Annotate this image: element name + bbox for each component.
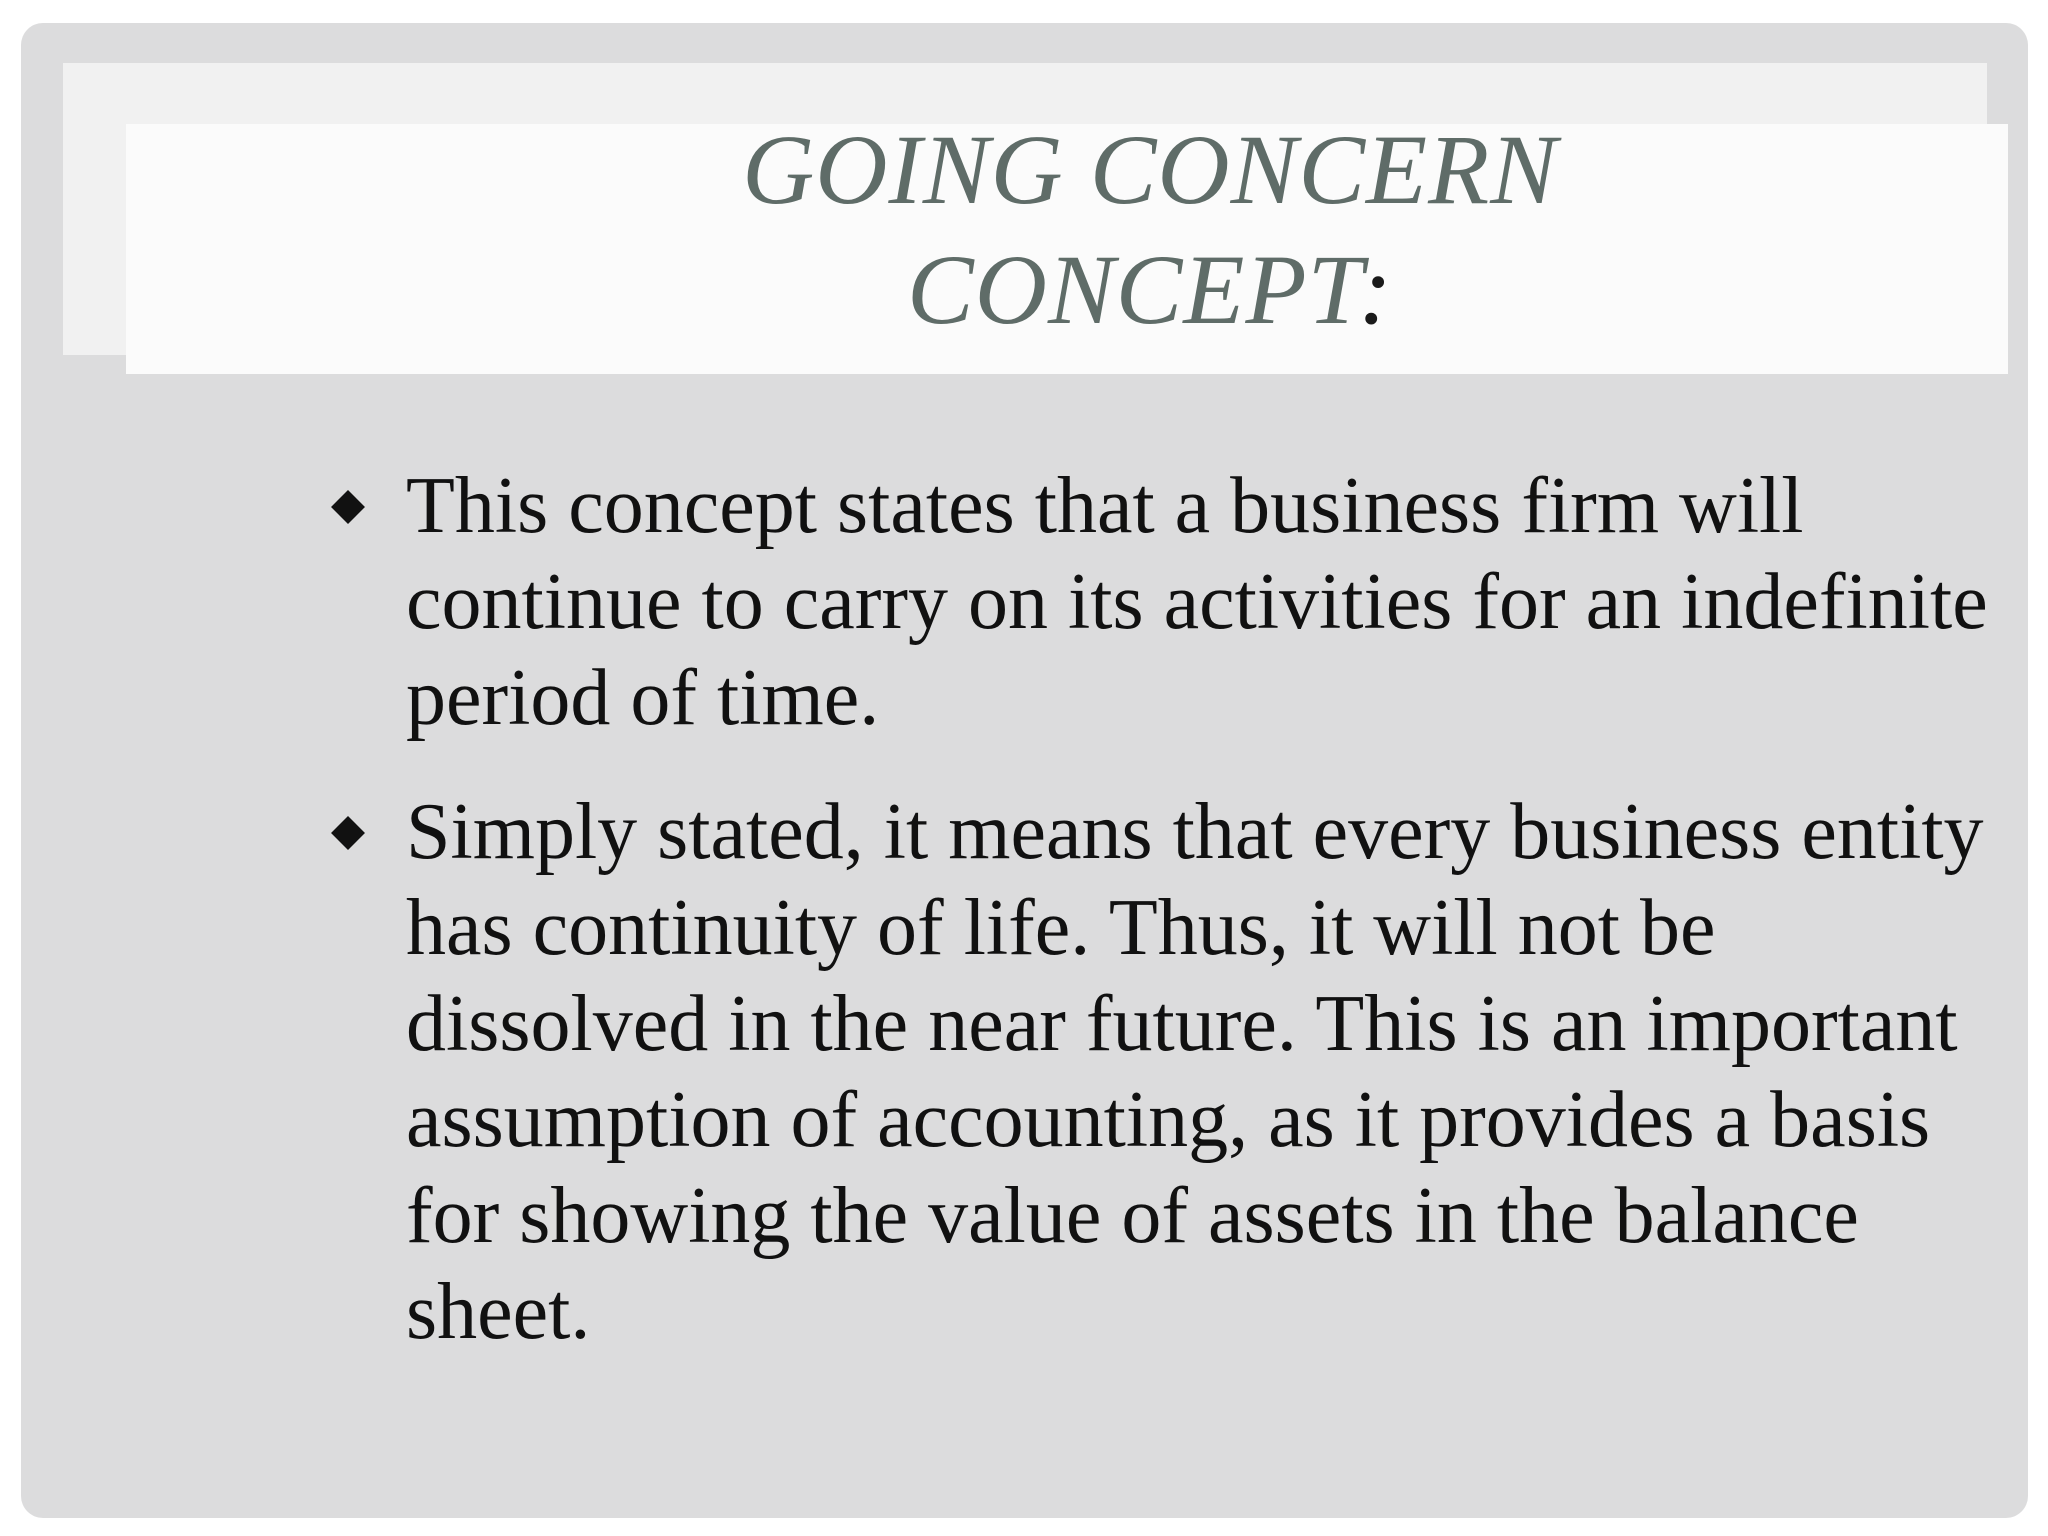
slide-title-text: GOING CONCERN CONCEPT: [742, 114, 1558, 345]
bullet-list: [320, 458, 2000, 1398]
slide-title-colon: :: [1358, 234, 1393, 345]
slide-title: [600, 110, 1700, 350]
diamond-bullet-icon: [331, 490, 365, 524]
bullet-item: [320, 458, 2000, 746]
bullet-text: This concept states that a business firm will continue to carry on its activities for an indefinite period of time.: [406, 462, 1988, 742]
diamond-bullet-icon: [331, 816, 365, 850]
bullet-item: [320, 784, 2000, 1360]
bullet-text: Simply stated, it means that every business entity has continuity of life. Thus, it will not be dissolved in the near future. This is an important assumption of accounting, as it provides a basis for showing the value of assets in the balance sheet.: [406, 788, 1984, 1356]
